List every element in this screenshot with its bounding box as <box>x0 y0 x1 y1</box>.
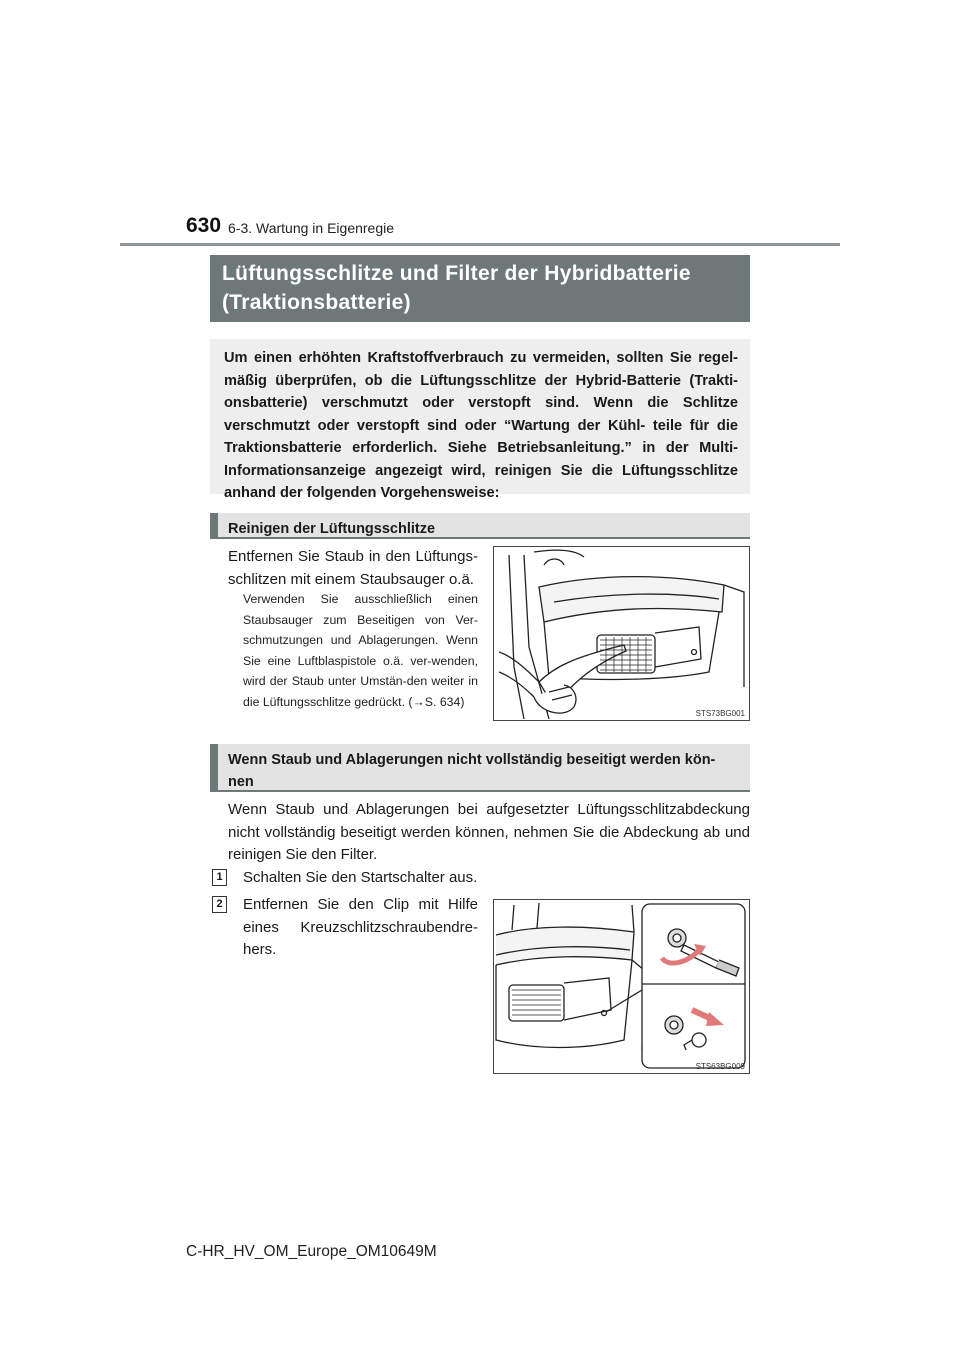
clip-removal-illustration <box>493 899 750 1074</box>
step-text-2: Entfernen Sie den Clip mit Hilfe eines Kreuzschlitzschraubendre-hers. <box>243 896 478 958</box>
cleaning-instruction: Entfernen Sie Staub in den Lüftungs-schlitzen mit einem Staubsauger o.ä. <box>228 548 478 588</box>
dust-instruction: Wenn Staub und Ablagerungen bei aufgesetzter Lüftungsschlitzabdeckung nicht vollständig beseitigt werden können, nehmen Sie die Abdeckung ab und reinigen Sie den Filter. <box>228 801 750 863</box>
intro-text: Um einen erhöhten Kraftstoffverbrauch zu vermeiden, sollten Sie regel-mäßig überprüfen, ob die Lüftungsschlitze der Hybrid-Batterie (Trakti-onsbatterie) verschmutzt oder verstopft sind. Wenn die Schlitze verschmutzt oder verstopft sind oder “Wartung der Kühl- teile für die Traktionsbatterie erforderlich. Siehe Betriebsanleitung.” in der Multi-Informationsanzeige angezeigt wird, reinigen Sie die Lüftungsschlitze anhand der folgenden Vorgehensweise: <box>224 350 738 501</box>
document-footer: C-HR_HV_OM_Europe_OM10649M <box>186 1243 437 1260</box>
page-number: 630 <box>186 214 222 237</box>
vent-cleaning-illustration <box>493 546 750 721</box>
figure-code: STS63BG009 <box>695 1062 745 1071</box>
vacuum-vent-drawing <box>494 547 749 720</box>
intro-box <box>210 339 750 501</box>
header-divider <box>120 243 840 246</box>
step-number-2: 2 <box>212 896 227 913</box>
cleaning-note: Verwenden Sie ausschließlich einen Staubsauger zum Beseitigen von Ver-schmutzungen und Ablagerungen. Wenn Sie eine Luftblaspistole o.ä. ver-wenden, wird der Staub unter Umstän-den weiter in die Lüftungsschlitze gedrückt. (→S. 634) <box>243 592 478 709</box>
clip-removal-drawing <box>494 900 749 1073</box>
section-heading-cleaning: Reinigen der Lüftungsschlitze <box>210 513 750 539</box>
section-heading-dust: Wenn Staub und Ablagerungen nicht vollständig beseitigt werden kön-nen <box>210 744 750 792</box>
step-text-1: Schalten Sie den Startschalter aus. <box>243 869 478 886</box>
section-reference: 6-3. Wartung in Eigenregie <box>228 220 395 236</box>
figure-code: STS73BG001 <box>695 709 745 718</box>
step-number-1: 1 <box>212 869 227 886</box>
page-title: Lüftungsschlitze und Filter der Hybridbatterie (Traktionsbatterie) <box>210 255 750 322</box>
